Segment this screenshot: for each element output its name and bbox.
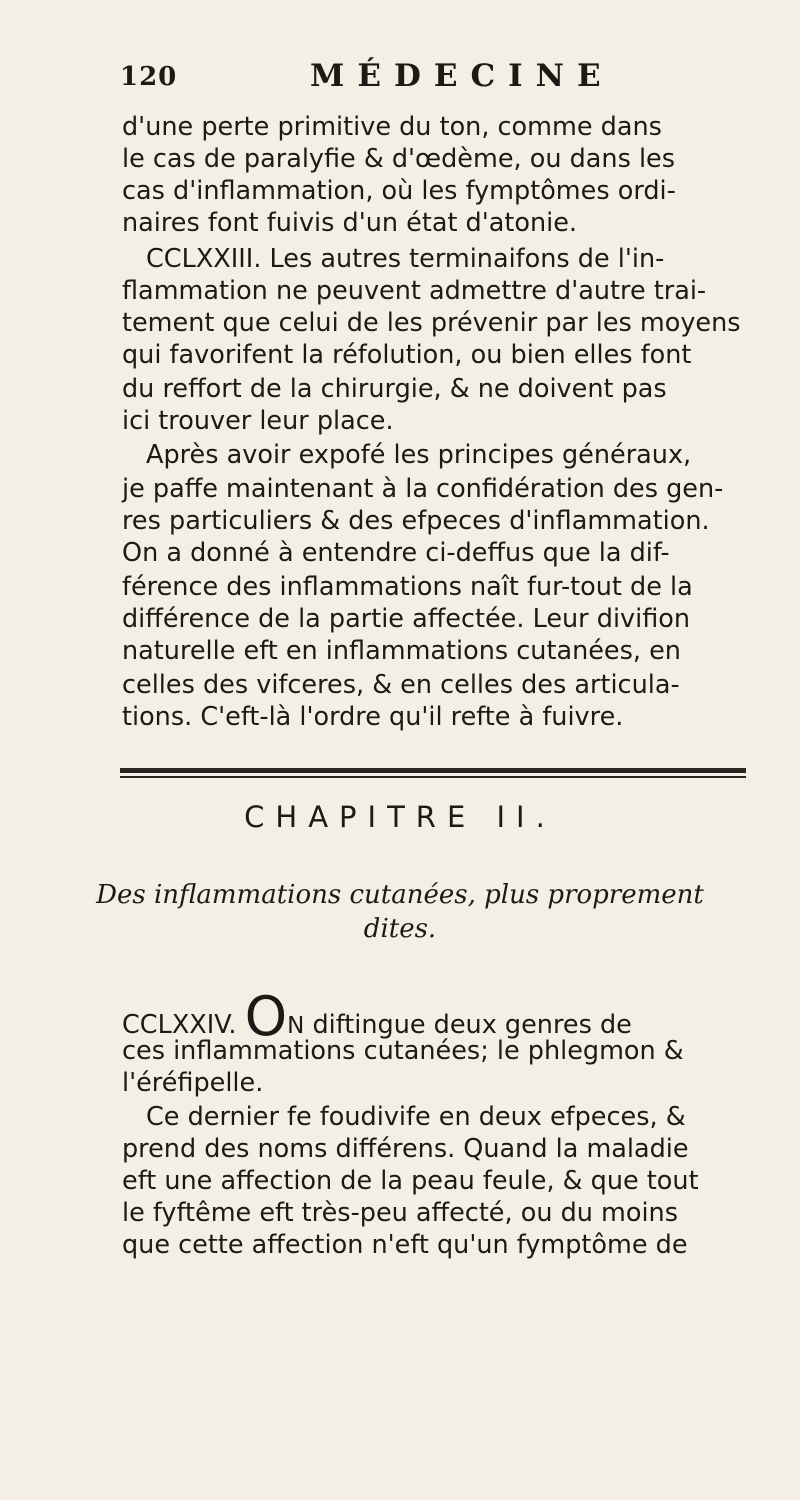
text-line: Après avoir expofé les principes généraux, (146, 440, 692, 470)
chapter-subtitle: Des inflammations cutanées, plus proprement (96, 880, 704, 910)
ornamental-rule (120, 768, 746, 773)
paragraph-number: CCLXXIV. (122, 1010, 237, 1040)
text-line: ici trouver leur place. (122, 406, 394, 436)
drop-capital: O (244, 985, 288, 1048)
small-caps-letter: N (287, 1013, 305, 1039)
text-line: tement que celui de les prévenir par les moyens (122, 308, 741, 338)
text-line: férence des inflammations naît fur-tout de la (122, 572, 693, 602)
page-header (120, 58, 740, 98)
text-line: tions. C'eft-là l'ordre qu'il refte à fuivre. (122, 702, 624, 732)
text-line: prend des noms différens. Quand la maladie (122, 1134, 689, 1164)
text-line: qui favorifent la réfolution, ou bien elles font (122, 340, 692, 370)
running-head: MÉDECINE (310, 58, 614, 94)
page-number: 120 (120, 62, 178, 92)
text-line: eft une affection de la peau feule, & que tout (122, 1166, 699, 1196)
text-line: naturelle eft en inflammations cutanées, en (122, 636, 681, 666)
text-line: celles des vifceres, & en celles des articula- (122, 670, 680, 700)
text-line: ces inflammations cutanées; le phlegmon & (122, 1036, 684, 1066)
text-line: je paffe maintenant à la confidération des gen- (122, 474, 724, 504)
opening-text: diftingue deux genres de (312, 1010, 632, 1040)
text-line: différence de la partie affectée. Leur divifion (122, 604, 691, 634)
text-line: flammation ne peuvent admettre d'autre trai- (122, 276, 707, 306)
text-line: naires font fuivis d'un état d'atonie. (122, 208, 578, 238)
text-line: res particuliers & des efpeces d'inflammation. (122, 506, 710, 536)
text-line: CCLXXIII. Les autres terminaifons de l'in- (146, 244, 665, 274)
text-line: le cas de paralyfie & d'œdème, ou dans les (122, 144, 676, 174)
text-line: du reffort de la chirurgie, & ne doivent pas (122, 374, 667, 404)
text-line: l'éréfipelle. (122, 1068, 264, 1098)
text-line: On a donné à entendre ci-deffus que la dif- (122, 538, 670, 568)
text-line: que cette affection n'eft qu'un fymptôme de (122, 1230, 688, 1260)
chapter-title: CHAPITRE II. (244, 800, 556, 834)
text-line: cas d'inflammation, où les fymptômes ordi- (122, 176, 676, 206)
text-line: d'une perte primitive du ton, comme dans (122, 112, 662, 142)
ornamental-rule-thin (120, 776, 746, 778)
chapter-subtitle-continued: dites. (363, 914, 437, 944)
text-line: le fyftême eft très-peu affecté, ou du moins (122, 1198, 679, 1228)
text-line: Ce dernier fe foudivife en deux efpeces, & (146, 1102, 686, 1132)
